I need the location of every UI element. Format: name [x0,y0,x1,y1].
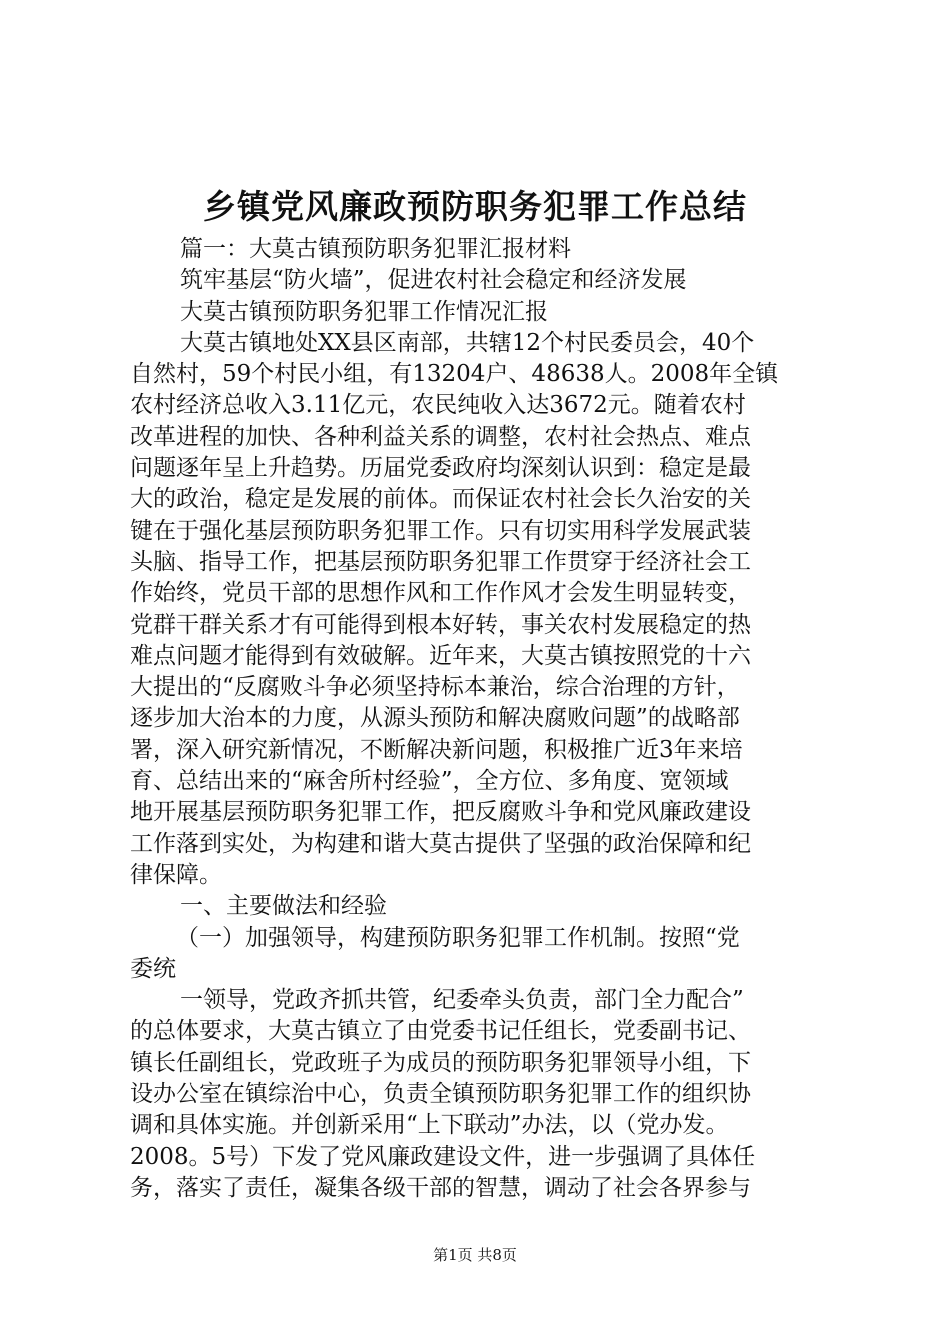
text-line: 自然村，59个村民小组，有13204户、48638人。2008年全镇 [130,361,779,388]
text-line: 难点问题才能得到有效破解。近年来，大莫古镇按照党的十六 [130,642,751,669]
text-line: 设办公室在镇综治中心，负责全镇预防职务犯罪工作的组织协 [130,1081,751,1108]
text-line: 地开展基层预防职务犯罪工作，把反腐败斗争和党风廉政建设 [130,799,751,826]
text-line: 署，深入研究新情况，不断解决新问题，积极推广近3年来培 [130,736,743,763]
text-line: 委统 [130,955,176,982]
section-heading: 一、主要做法和经验 [180,893,387,920]
document-title: 乡镇党风廉政预防职务犯罪工作总结 [203,187,747,226]
text-line: 育、总结出来的“麻舍所村经验”，全方位、多角度、宽领域 [130,768,729,795]
page-number: 第1页 共8页 [433,1246,517,1264]
text-line: 工作落到实处，为构建和谐大莫古提供了坚强的政治保障和纪 [130,830,751,857]
text-line: 律保障。 [130,861,222,888]
text-line: 改革进程的加快、各种利益关系的调整，农村社会热点、难点 [130,423,751,450]
text-line: 党群干群关系才有可能得到根本好转，事关农村发展稳定的热 [130,611,751,638]
text-line: 逐步加大治本的力度，从源头预防和解决腐败问题”的战略部 [130,705,740,732]
text-line: 大莫古镇预防职务犯罪工作情况汇报 [180,298,548,325]
text-line: 大的政治，稳定是发展的前体。而保证农村社会长久治安的关 [130,486,751,513]
text-line: 农村经济总收入3.11亿元，农民纯收入达3672元。随着农村 [130,392,746,419]
text-line: 大莫古镇地处XX县区南部，共辖12个村民委员会，40个 [180,329,755,356]
text-line: 问题逐年呈上升趋势。历届党委政府均深刻认识到：稳定是最 [130,455,751,482]
text-line: 键在于强化基层预防职务犯罪工作。只有切实用科学发展武装 [130,517,751,544]
text-line: 2008。5号）下发了党风廉政建设文件，进一步强调了具体任 [130,1143,756,1170]
text-line: 务，落实了责任，凝集各级干部的智慧，调动了社会各界参与 [130,1174,751,1201]
document-body [130,234,830,1204]
text-line: 作始终，党员干部的思想作风和工作作风才会发生明显转变， [130,580,751,607]
text-line: 头脑、指导工作，把基层预防职务犯罪工作贯穿于经济社会工 [130,548,751,575]
text-line: 调和具体实施。并创新采用“上下联动”办法，以（党办发。 [130,1112,729,1139]
text-line: 筑牢基层“防火墙”，促进农村社会稳定和经济发展 [180,267,687,294]
text-line: 篇一：大莫古镇预防职务犯罪汇报材料 [180,236,571,262]
text-line: 大提出的“反腐败斗争必须坚持标本兼治，综合治理的方针， [130,674,740,701]
text-line: 一领导，党政齐抓共管，纪委牵头负责，部门全力配合” [180,987,744,1014]
text-line: 的总体要求，大莫古镇立了由党委书记任组长，党委副书记、 [130,1018,751,1045]
text-line: 镇长任副组长，党政班子为成员的预防职务犯罪领导小组，下 [130,1049,751,1076]
text-line: （一）加强领导，构建预防职务犯罪工作机制。按照“党 [176,924,740,951]
